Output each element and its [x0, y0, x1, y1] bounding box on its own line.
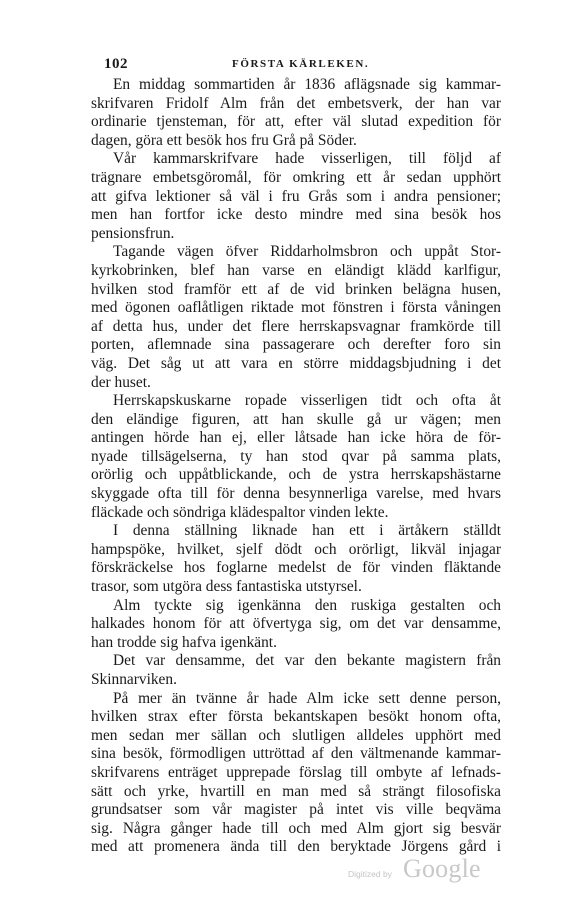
text-line: men sedan mer sällan och slutligen alldeles upphört med — [91, 726, 501, 744]
text-line: Skinnarviken. — [91, 671, 177, 688]
text-line: nyade tillsägelserna, ty han stod qvar på samma plats, — [91, 447, 501, 465]
text-line: af detta hus, under det flere herrskapsvagnar framkörde till — [91, 317, 501, 335]
text-line: skrifvarens enträget upprepade förslag till ombyte af lefnads- — [91, 763, 501, 781]
text-line: väg. Det såg ut att vara en större middagsbjudning i det — [91, 354, 501, 372]
text-line: halkades honom för att öfvertyga sig, om det var densamme, — [91, 615, 501, 633]
text-line: med att promenera ända till den beryktade Jörgens gård i — [91, 838, 501, 856]
text-line: hvilken strax efter första bekantskapen besökt honom ofta, — [91, 708, 501, 726]
text-line: förskräckelse hos foglarne medelst de för vinden fläktande — [91, 559, 501, 577]
text-line: En middag sommartiden år 1836 aflägsnade sig kammar- — [113, 76, 501, 93]
text-line: men han fortfor icke desto mindre med sina besök hos — [91, 206, 501, 224]
page-number: 102 — [104, 56, 128, 72]
text-line: grundsatser som vår magister på intet vis ville beqväma — [91, 801, 501, 819]
running-title: FÖRSTA KÄRLEKEN. — [232, 58, 370, 70]
text-line: sig. Några gånger hade till och med Alm gjort sig besvär — [91, 819, 501, 837]
text-line: kyrkobrinken, blef han varse en eländigt klädd karlfigur, — [91, 261, 501, 279]
text-line: trägnare embetsgöromål, för omkring ett år sedan upphört — [91, 168, 501, 186]
text-line: dagen, göra ett besök hos fru Grå på Söder. — [91, 131, 357, 149]
page-header — [104, 56, 500, 74]
text-line: skyggade ofta till för denna besynnerliga varelse, med hvars — [91, 485, 501, 503]
text-line: I denna ställning liknade han ett i ärtåkern ställdt — [113, 522, 501, 540]
text-line: antingen hörde han ej, eller låtsade han icke höra de för- — [91, 429, 501, 447]
text-line: sätt och yrke, hvartill en man med så strängt filosofiska — [91, 782, 501, 800]
text-line: Det var densamme, det var den bekante magistern från — [113, 652, 501, 670]
text-line: sina besök, förmodligen uttröttad af den vältmenande kammar- — [91, 745, 501, 763]
text-line: ordinarie tjensteman, för att, efter väl slutad expedition för — [91, 113, 501, 131]
text-line: Alm tyckte sig igenkänna den ruskiga gestalten och — [113, 596, 501, 614]
watermark-prefix: Digitized by — [348, 869, 392, 879]
text-line: att gifva lektioner så väl i fru Grås som i andra pensioner; — [91, 187, 501, 205]
text-line: Vår kammarskrifvare hade visserligen, till följd af — [113, 150, 501, 168]
text-line: han trodde sig hafva igenkänt. — [91, 633, 277, 651]
watermark-logo: Google — [403, 854, 481, 883]
text-line: hampspöke, hvilket, sjelf dödt och orörligt, likväl injagar — [91, 540, 501, 558]
text-line: der huset. — [91, 373, 151, 391]
text-line: hvilken stod framför ett af de vid brinken belägna husen, — [91, 280, 501, 298]
text-line: pensionsfrun. — [91, 224, 175, 242]
text-line: orörlig och uppåtblickande, och de ystra herrskapshästarne — [91, 466, 501, 484]
text-line: trasor, som utgöra dess fantastiska utstyrsel. — [91, 578, 362, 596]
text-line: skrifvaren Fridolf Alm från det embetsverk, der han var — [91, 94, 501, 112]
text-line: porten, aflemnade sina passagerare och derefter foro sin — [91, 336, 501, 354]
google-watermark — [348, 854, 488, 888]
body-text — [91, 76, 501, 857]
text-line: På mer än tvänne år hade Alm icke sett denne person, — [113, 689, 501, 707]
text-line: Tagande vägen öfver Riddarholmsbron och uppåt Stor- — [113, 243, 501, 261]
text-line: fläckade och söndriga klädespaltor vinden lekte. — [91, 503, 389, 521]
text-line: Herrskapskuskarne ropade visserligen tidt och ofta åt — [113, 392, 501, 410]
text-line: med ögonen oaflåtligen riktade mot fönstren i första våningen — [91, 299, 501, 317]
text-line: den eländige figuren, att han skulle gå ur vägen; men — [91, 410, 501, 428]
